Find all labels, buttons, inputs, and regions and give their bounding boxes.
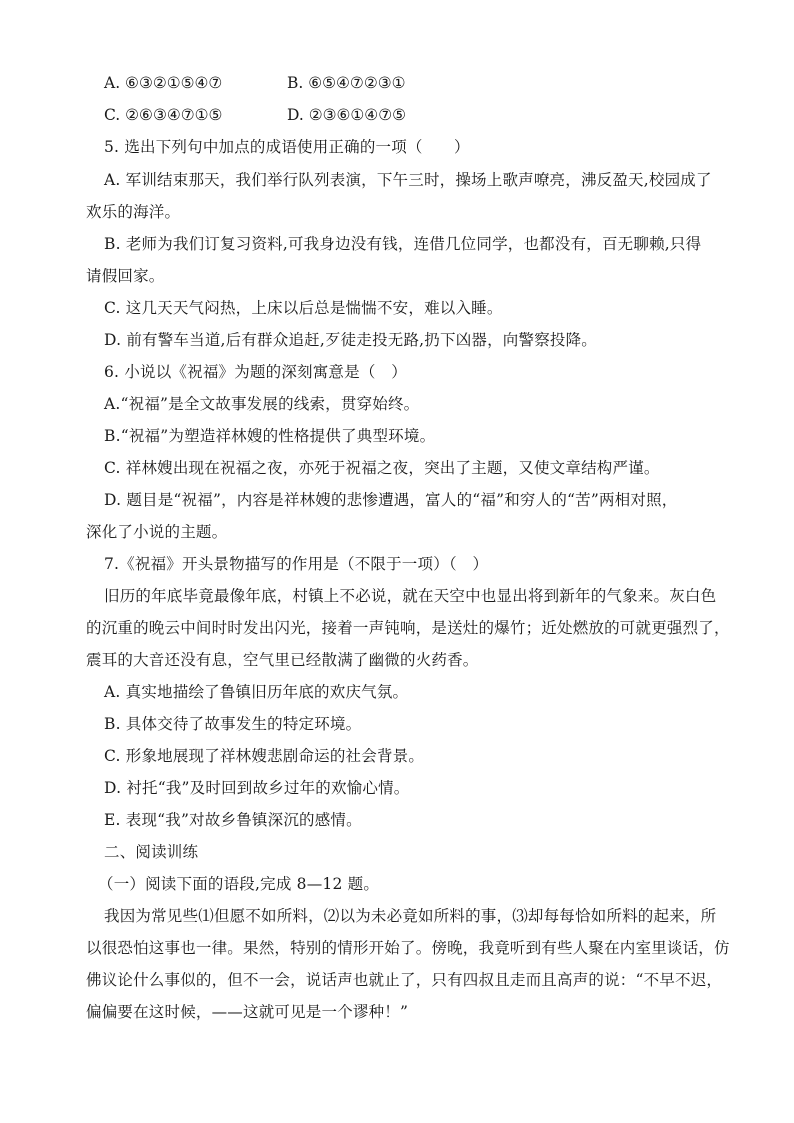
q7-passage-line-1: 旧历的年底毕竟最像年底，村镇上不必说，就在天空中也显出将到新年的气象来。灰白色: [104, 587, 717, 605]
q5-option-b-continued: 请假回家。: [86, 267, 165, 285]
q4-option-d: D. ②③⑥①④⑦⑤: [287, 106, 406, 124]
q5-option-b: B. 老师为我们订复习资料,可我身边没有钱，连借几位同学，也都没有，百无聊赖,只得: [104, 235, 702, 253]
q5-option-c: C. 这几天天气闷热，上床以后总是惴惴不安，难以入睡。: [104, 299, 503, 317]
reading-paragraph-line-4: 偏偏要在这时候，——这就可见是一个谬种！”: [86, 1003, 409, 1021]
q6-option-c: C. 祥林嫂出现在祝福之夜，亦死于祝福之夜，突出了主题，又使文章结构严谨。: [104, 459, 660, 477]
q4-option-a: A. ⑥③②①⑤④⑦: [104, 74, 223, 92]
q6-option-b: B.“祝福”为塑造祥林嫂的性格提供了典型环境。: [104, 427, 436, 445]
q7-option-c: C. 形象地展现了祥林嫂悲剧命运的社会背景。: [104, 747, 425, 765]
q5-option-a-continued: 欢乐的海洋。: [86, 203, 181, 221]
section-subheading: （一）阅读下面的语段,完成 8—12 题。: [98, 875, 380, 893]
q7-stem: 7.《祝福》开头景物描写的作用是（不限于一项）（ ）: [104, 555, 489, 573]
section-heading: 二、阅读训练: [104, 843, 199, 861]
q4-option-c: C. ②⑥③④⑦①⑤: [104, 106, 223, 124]
q7-option-e: E. 表现“我”对故乡鲁镇深沉的感情。: [104, 811, 362, 829]
q6-option-a: A.“祝福”是全文故事发展的线索，贯穿始终。: [104, 395, 420, 413]
q7-option-b: B. 具体交待了故事发生的特定环境。: [104, 715, 362, 733]
q6-stem: 6. 小说以《祝福》为题的深刻寓意是（ ）: [104, 363, 407, 381]
reading-paragraph-line-2: 以很恐怕这事也一律。果然，特别的情形开始了。傍晚，我竟听到有些人聚在内室里谈话，仿: [86, 939, 730, 957]
q7-passage-line-2: 的沉重的晚云中间时时发出闪光，接着一声钝响，是送灶的爆竹；近处燃放的可就更强烈了，: [86, 619, 730, 637]
q6-option-d: D. 题目是“祝福”，内容是祥林嫂的悲惨遭遇，富人的“福”和穷人的“苦”两相对照，: [104, 491, 678, 509]
q5-option-d: D. 前有警车当道,后有群众追赶,歹徒走投无路,扔下凶器，向警察投降。: [104, 331, 598, 349]
q5-option-a: A. 军训结束那天，我们举行队列表演，下午三时，操场上歌声嘹亮，沸反盈天,校园成了: [104, 171, 712, 189]
q7-option-a: A. 真实地描绘了鲁镇旧历年底的欢庆气氛。: [104, 683, 409, 701]
q4-option-b: B. ⑥⑤④⑦②③①: [287, 74, 406, 92]
q6-option-d-continued: 深化了小说的主题。: [86, 523, 228, 541]
q5-stem: 5. 选出下列句中加点的成语使用正确的一项（ ）: [104, 138, 470, 156]
q7-option-d: D. 衬托“我”及时回到故乡过年的欢愉心情。: [104, 779, 410, 797]
reading-paragraph-line-3: 佛议论什么事似的，但不一会，说话声也就止了，只有四叔且走而且高声的说：“不早不迟，: [86, 971, 723, 989]
q7-passage-line-3: 震耳的大音还没有息，空气里已经散满了幽微的火药香。: [86, 651, 479, 669]
reading-paragraph-line-1: 我因为常见些⑴但愿不如所料，⑵以为未必竟如所料的事，⑶却每每恰如所料的起来，所: [104, 907, 717, 925]
